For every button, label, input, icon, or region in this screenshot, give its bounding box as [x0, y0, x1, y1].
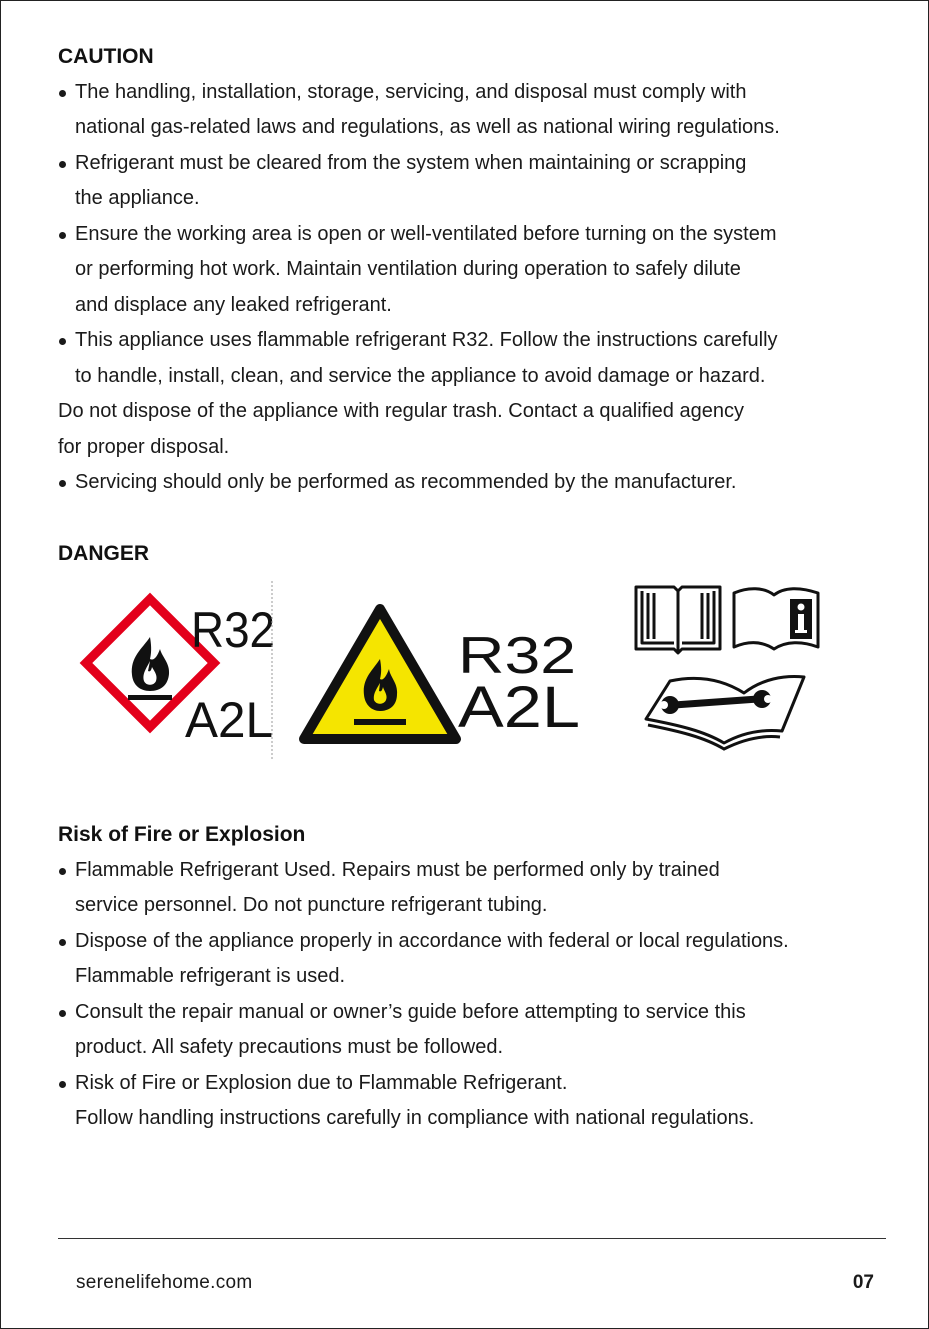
caution-line: national gas-related laws and regulations, as well as national wiring regulations. — [75, 116, 780, 138]
danger-symbols — [58, 579, 888, 779]
caution-item — [58, 323, 888, 394]
danger-section — [58, 536, 888, 780]
bullet-dot — [59, 480, 66, 487]
risk-item — [58, 853, 888, 924]
risk-line: service personnel. Do not puncture refrigerant tubing. — [75, 894, 548, 916]
caution-section — [58, 39, 888, 501]
risk-item — [58, 924, 888, 995]
service-book-icon — [646, 677, 804, 749]
info-book-icon — [734, 589, 818, 649]
caution-item — [58, 75, 888, 146]
triangle-label-bottom: A2L — [458, 675, 580, 740]
danger-heading: DANGER — [58, 541, 150, 565]
risk-item — [58, 1066, 888, 1137]
caution-line: or performing hot work. Maintain ventilation during operation to safely dilute — [75, 258, 741, 280]
caution-line: The handling, installation, storage, servicing, and disposal must comply with — [75, 80, 747, 103]
risk-item — [58, 995, 888, 1066]
danger-symbols-graphic — [58, 579, 838, 779]
caution-plain-line: for proper disposal. — [58, 435, 230, 458]
risk-line: Follow handling instructions carefully in compliance with national regulations. — [75, 1107, 755, 1129]
caution-line: Refrigerant must be cleared from the system when maintaining or scrapping — [75, 151, 747, 174]
risk-line: Flammable Refrigerant Used. Repairs must be performed only by trained — [75, 858, 720, 881]
bullet-dot — [59, 338, 66, 345]
page-content — [58, 39, 888, 1137]
flame-triangle-icon — [304, 609, 456, 739]
footer-website: serenelifehome.com — [76, 1272, 253, 1293]
bullet-dot — [59, 1010, 66, 1017]
diamond-label-top: R32 — [191, 602, 275, 658]
caution-line: and displace any leaked refrigerant. — [75, 293, 392, 316]
risk-line: Flammable refrigerant is used. — [75, 965, 346, 987]
caution-line: This appliance uses flammable refrigerant R32. Follow the instructions carefully — [75, 329, 778, 351]
risk-line: product. All safety precautions must be followed. — [75, 1036, 504, 1058]
caution-heading: CAUTION — [58, 45, 154, 68]
bullet-dot — [59, 939, 66, 946]
bullet-dot — [59, 232, 66, 239]
caution-item — [58, 217, 888, 324]
footer-divider — [58, 1238, 886, 1239]
caution-item — [58, 465, 888, 501]
risk-heading: Risk of Fire or Explosion — [58, 823, 306, 846]
caution-line: Ensure the working area is open or well-ventilated before turning on the system — [75, 222, 777, 245]
risk-line: Risk of Fire or Explosion due to Flammable Refrigerant. — [75, 1071, 568, 1094]
caution-plain-line: Do not dispose of the appliance with regular trash. Contact a qualified agency — [58, 400, 744, 422]
bullet-dot — [59, 161, 66, 168]
manual-book-icon — [636, 587, 720, 653]
page-number: 07 — [852, 1272, 874, 1293]
caution-item — [58, 146, 888, 217]
bullet-dot — [59, 1081, 66, 1088]
caution-line: to handle, install, clean, and service the appliance to avoid damage or hazard. — [75, 364, 766, 387]
triangle-label-top: R32 — [458, 627, 576, 685]
risk-line: Dispose of the appliance properly in accordance with federal or local regulations. — [75, 929, 789, 952]
risk-line: Consult the repair manual or owner’s guide before attempting to service this — [75, 1000, 746, 1023]
caution-line: the appliance. — [75, 187, 200, 209]
bullet-dot — [59, 868, 66, 875]
bullet-dot — [59, 90, 66, 97]
caution-line: Servicing should only be performed as recommended by the manufacturer. — [75, 471, 737, 493]
diamond-label-bottom: A2L — [185, 692, 273, 748]
risk-section — [58, 817, 888, 1137]
